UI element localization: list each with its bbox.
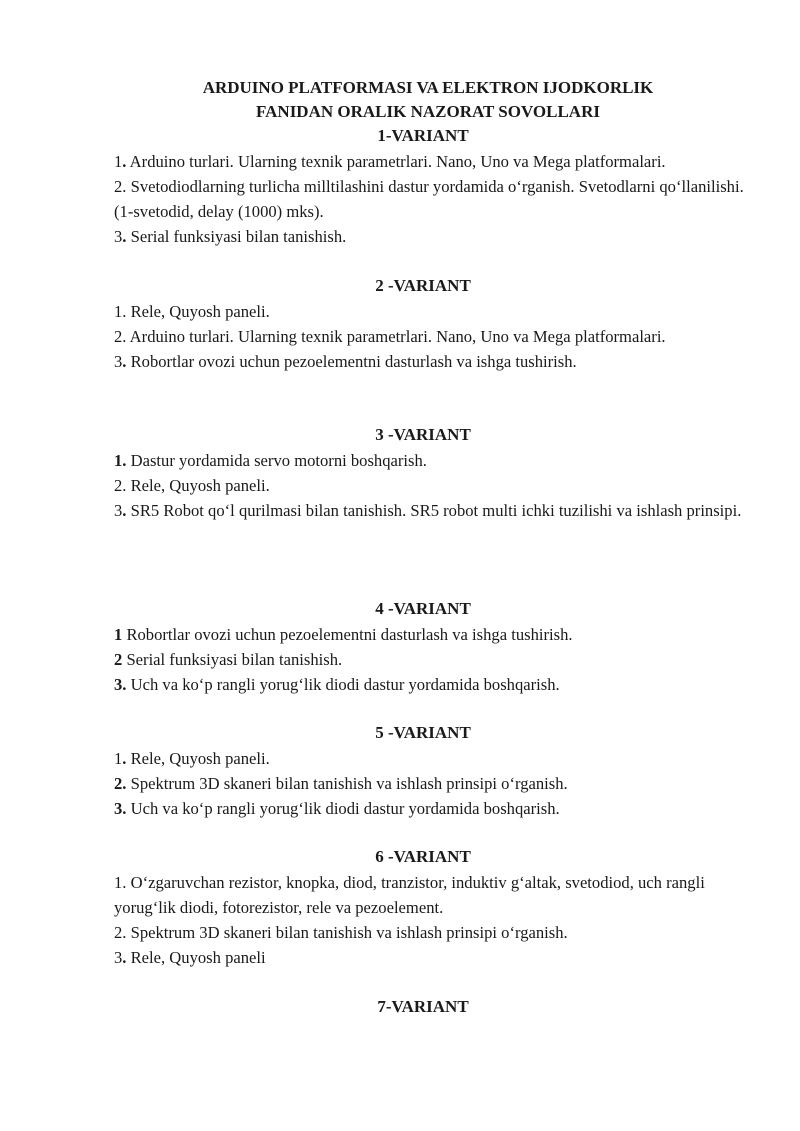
document-title-line1: ARDUINO PLATFORMASI VA ELEKTRON IJODKORLIK xyxy=(202,78,654,97)
variant-heading: 4 -VARIANT xyxy=(375,599,471,618)
question-text: SR5 Robot qo‘l qurilmasi bilan tanishish. SR5 robot multi ichki tuzilishi va ishlash prinsipi. xyxy=(126,501,742,520)
question-item xyxy=(114,746,754,771)
question-text: Spektrum 3D skaneri bilan tanishish va ishlash prinsipi o‘rganish. xyxy=(126,774,568,793)
question-number: 2 xyxy=(114,650,123,669)
question-item xyxy=(114,174,754,224)
question-text: Uch va ko‘p rangli yorug‘lik diodi dastur yordamida boshqarish. xyxy=(126,675,560,694)
question-item xyxy=(114,920,754,945)
question-item xyxy=(114,647,754,672)
question-number: 1 xyxy=(114,152,123,171)
question-text: Spektrum 3D skaneri bilan tanishish va ishlash prinsipi o‘rganish. xyxy=(126,923,568,942)
question-text: Serial funksiyasi bilan tanishish. xyxy=(126,227,347,246)
question-number: 2. xyxy=(114,923,127,942)
question-number-dot: . xyxy=(122,227,127,246)
question-list xyxy=(114,622,754,697)
question-number-dot: . xyxy=(122,152,127,171)
question-text: Rele, Quyosh paneli. xyxy=(126,302,270,321)
question-list xyxy=(114,149,754,249)
question-text: Arduino turlari. Ularning texnik parametrlari. Nano, Uno va Mega platformalari. xyxy=(126,152,666,171)
variant-heading: 2 -VARIANT xyxy=(375,276,471,295)
question-number: 3 xyxy=(114,948,123,967)
variant-heading: 5 -VARIANT xyxy=(375,723,471,742)
question-number-dot: . xyxy=(122,501,127,520)
question-number: 2. xyxy=(114,774,127,793)
question-item xyxy=(114,771,754,796)
question-text: Rele, Quyosh paneli. xyxy=(126,476,270,495)
question-number-dot: . xyxy=(122,352,127,371)
question-list xyxy=(114,299,754,374)
question-item xyxy=(114,299,754,324)
question-text: Rele, Quyosh paneli. xyxy=(126,749,270,768)
question-item xyxy=(114,149,754,174)
variant-heading: 3 -VARIANT xyxy=(375,425,471,444)
question-number: 2. xyxy=(114,476,127,495)
question-item xyxy=(114,349,754,374)
question-text: Arduino turlari. Ularning texnik parametrlari. Nano, Uno va Mega platformalari. xyxy=(126,327,666,346)
question-item xyxy=(114,870,754,920)
question-number: 1. xyxy=(114,302,127,321)
question-list xyxy=(114,746,754,821)
question-item xyxy=(114,672,754,697)
question-number: 1 xyxy=(114,749,123,768)
question-item xyxy=(114,945,754,970)
question-text: Dastur yordamida servo motorni boshqarish. xyxy=(126,451,427,470)
question-number: 1 xyxy=(114,625,123,644)
variant-heading: 1-VARIANT xyxy=(377,126,469,145)
variant-heading: 6 -VARIANT xyxy=(375,847,471,866)
question-item xyxy=(114,324,754,349)
question-number: 2. xyxy=(114,177,127,196)
question-list xyxy=(114,870,754,970)
question-text: Serial funksiyasi bilan tanishish. xyxy=(122,650,343,669)
question-text: O‘zgaruvchan rezistor, knopka, diod, tranzistor, induktiv g‘altak, svetodiod, uch rangli yorug‘lik diodi, fotorezistor, rele va pezoelement. xyxy=(114,873,705,917)
question-item xyxy=(114,224,754,249)
question-list xyxy=(114,448,754,523)
question-text: Robortlar ovozi uchun pezoelementni dasturlash va ishga tushirish. xyxy=(126,352,577,371)
question-number: 3. xyxy=(114,799,127,818)
question-text: Uch va ko‘p rangli yorug‘lik diodi dastur yordamida boshqarish. xyxy=(126,799,560,818)
question-item xyxy=(114,498,754,523)
question-number: 1. xyxy=(114,873,127,892)
question-number: 3. xyxy=(114,675,127,694)
question-number-dot: . xyxy=(122,749,127,768)
question-text: Rele, Quyosh paneli xyxy=(126,948,266,967)
question-number: 3 xyxy=(114,352,123,371)
question-number: 3 xyxy=(114,227,123,246)
question-item xyxy=(114,473,754,498)
question-item xyxy=(114,622,754,647)
question-number-dot: . xyxy=(122,948,127,967)
question-text: Svetodiodlarning turlicha milltilashini dastur yordamida o‘rganish. Svetodlarni qo‘llanilishi. (1-svetodid, delay (1000) mks). xyxy=(114,177,744,221)
variant-heading: 7-VARIANT xyxy=(377,997,469,1016)
question-text: Robortlar ovozi uchun pezoelementni dasturlash va ishga tushirish. xyxy=(122,625,573,644)
question-number: 2. xyxy=(114,327,127,346)
document-title-line2: FANIDAN ORALIK NAZORAT SOVOLLARI xyxy=(256,102,600,121)
question-item xyxy=(114,448,754,473)
question-item xyxy=(114,796,754,821)
question-number: 3 xyxy=(114,501,123,520)
question-number: 1. xyxy=(114,451,127,470)
